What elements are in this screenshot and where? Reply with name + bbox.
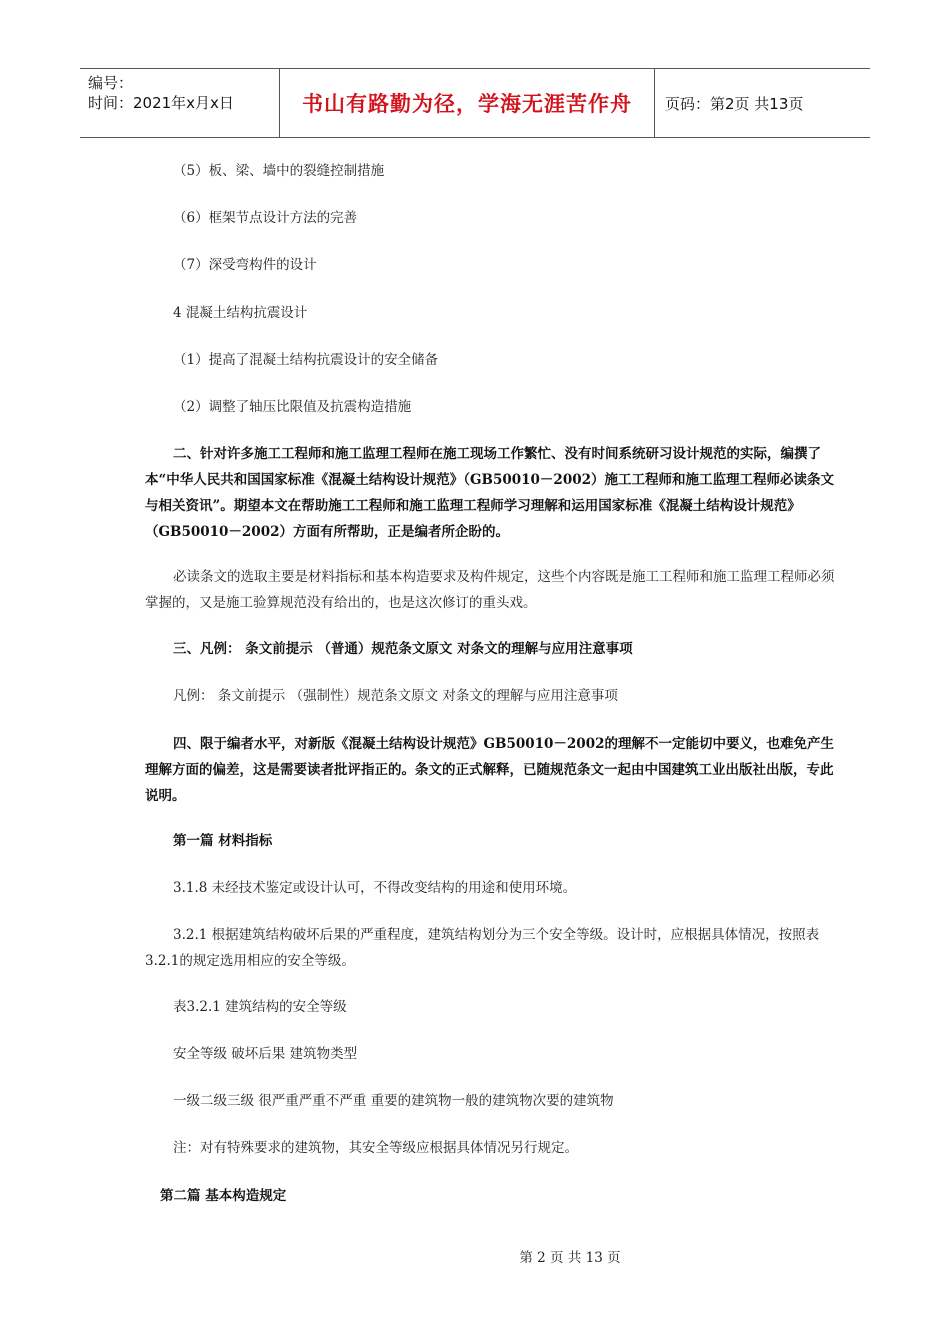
part-1-heading: 第一篇 材料指标 [173,833,273,849]
line-4-1: （1）提高了混凝土结构抗震设计的安全储备 [173,352,439,368]
line-4-2: （2）调整了轴压比限值及抗震构造措施 [173,399,412,415]
header-page-label: 页码：第2页 共13页 [665,94,804,113]
line-6: （6）框架节点设计方法的完善 [173,210,358,226]
table-content: 一级二级三级 很严重严重不严重 重要的建筑物一般的建筑物次要的建筑物 [173,1093,614,1109]
line-5: （5）板、梁、墙中的裂缝控制措施 [173,163,385,179]
table-caption: 表3.2.1 建筑结构的安全等级 [173,999,347,1015]
table-note: 注：对有特殊要求的建筑物，其安全等级应根据具体情况另行规定。 [173,1140,578,1156]
part-2-heading: 第二篇 基本构造规定 [160,1188,287,1204]
paragraph-legend-mandatory: 凡例： 条文前提示 （强制性）规范条文原文 对条文的理解与应用注意事项 [173,688,618,704]
paragraph-legend-normal: 三、凡例： 条文前提示 （普通）规范条文原文 对条文的理解与应用注意事项 [173,641,633,657]
number-label: 编号： [88,74,134,92]
time-label: 时间：2021年x月x日 [88,94,234,112]
line-7: （7）深受弯构件的设计 [173,257,317,273]
page-header [80,68,870,138]
header-motto: 书山有路勤为径，学海无涯苦作舟 [280,69,655,137]
section-4-heading: 4 混凝土结构抗震设计 [173,305,308,321]
clause-3-2-1: 3.2.1 根据建筑结构破坏后果的严重程度，建筑结构划分为三个安全等级。设计时，应根据具体情况，按照表3.2.1的规定选用相应的安全等级。 [145,927,820,969]
paragraph-3: 必读条文的选取主要是材料指标和基本构造要求及构件规定，这些个内容既是施工工程师和施工监理工程师必须掌握的，又是施工验算规范没有给出的，也是这次修订的重头戏。 [145,569,835,611]
table-header: 安全等级 破坏后果 建筑物类型 [173,1046,358,1062]
page-footer: 第 2 页 共 13 页 [519,1250,621,1266]
header-meta [80,69,280,137]
paragraph-2: 二、针对许多施工工程师和施工监理工程师在施工现场工作繁忙、没有时间系统研习设计规范的实际，编撰了本“中华人民共和国国家标准《混凝土结构设计规范》（GB50010－2002）施工工程师和施工监理工程师必读条文与相关资讯”。期望本文在帮助施工工程师和施工监理工程师学习理解和运用国家标准《混凝土结构设计规范》（GB50010－2002）方面有所帮助，正是编者所企盼的。 [145,446,834,540]
clause-3-1-8: 3.1.8 未经技术鉴定或设计认可，不得改变结构的用途和使用环境。 [173,880,577,896]
paragraph-4: 四、限于编者水平，对新版《混凝土结构设计规范》GB50010－2002的理解不一定能切中要义，也难免产生理解方面的偏差，这是需要读者批评指正的。条文的正式解释，已随规范条文一起由中国建筑工业出版社出版，专此说明。 [145,736,834,804]
